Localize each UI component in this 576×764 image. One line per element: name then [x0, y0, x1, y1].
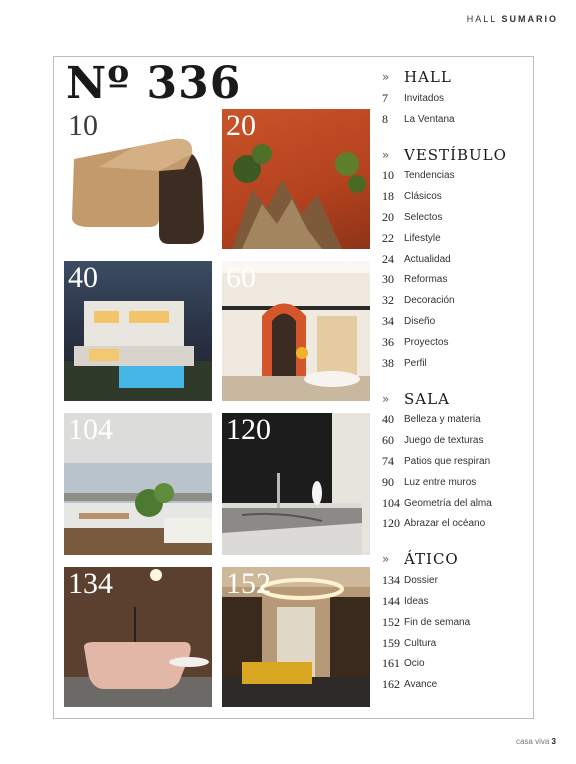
entry-page: 90	[382, 474, 394, 489]
entry-label: Cultura	[404, 637, 437, 649]
toc-entry[interactable]	[382, 654, 532, 675]
double-chevron-icon: »	[382, 147, 390, 162]
entry-page: 120	[382, 516, 400, 531]
tile-number: 120	[226, 413, 271, 446]
entry-page: 159	[382, 635, 400, 650]
entry-label: Ideas	[404, 596, 429, 608]
entry-label: Decoración	[404, 295, 455, 307]
entry-page: 24	[382, 251, 394, 266]
toc-entry[interactable]	[382, 332, 532, 353]
entry-page: 104	[382, 495, 400, 510]
tile-number: 40	[68, 261, 98, 294]
toc-section-atico	[382, 548, 532, 695]
entry-page: 36	[382, 334, 394, 349]
entry-page: 162	[382, 677, 400, 692]
toc-entry[interactable]	[382, 270, 532, 291]
toc-section-vestibulo	[382, 144, 532, 374]
toc-entry[interactable]	[382, 109, 532, 130]
toc-entry[interactable]	[382, 311, 532, 332]
toc-entry[interactable]	[382, 166, 532, 187]
table-of-contents	[382, 66, 532, 709]
footer-page-number: 3	[551, 737, 556, 746]
toc-section-hall	[382, 66, 532, 130]
section-title: HALL	[404, 68, 452, 86]
toc-entry[interactable]	[382, 353, 532, 374]
tile-number: 104	[68, 413, 113, 446]
header-section: HALL	[466, 14, 497, 24]
entry-page: 74	[382, 454, 394, 469]
entry-page: 18	[382, 189, 394, 204]
entry-page: 8	[382, 111, 388, 126]
section-title: VESTÍBULO	[404, 145, 507, 164]
entry-page: 161	[382, 656, 400, 671]
double-chevron-icon: »	[382, 391, 390, 406]
photo-tile-60[interactable]	[222, 261, 370, 401]
toc-entry[interactable]	[382, 633, 532, 654]
toc-entry[interactable]	[382, 290, 532, 311]
entry-label: Juego de texturas	[404, 435, 484, 447]
photo-tile-104[interactable]	[64, 413, 212, 555]
entry-label: Belleza y materia	[404, 414, 481, 426]
toc-entry[interactable]	[382, 570, 532, 591]
toc-entry[interactable]	[382, 493, 532, 514]
toc-entry[interactable]	[382, 228, 532, 249]
entry-page: 144	[382, 594, 400, 609]
toc-entry[interactable]	[382, 249, 532, 270]
tile-number: 10	[68, 109, 98, 142]
section-heading	[382, 388, 532, 410]
issue-number: Nº 336	[66, 58, 242, 109]
header-page: SUMARIO	[501, 14, 558, 24]
section-heading	[382, 144, 532, 166]
entry-page: 22	[382, 230, 394, 245]
toc-entry[interactable]	[382, 591, 532, 612]
toc-section-sala	[382, 388, 532, 535]
entry-label: Geometría del alma	[404, 497, 492, 509]
toc-entry[interactable]	[382, 514, 532, 535]
tile-number: 134	[68, 567, 113, 600]
toc-entry[interactable]	[382, 612, 532, 633]
entry-label: La Ventana	[404, 113, 455, 125]
entry-label: Diseño	[404, 316, 436, 328]
entry-label: Lifestyle	[404, 232, 441, 244]
entry-page: 7	[382, 90, 388, 105]
entry-label: Reformas	[404, 274, 448, 286]
entry-label: Ocio	[404, 658, 425, 670]
entry-label: Proyectos	[404, 336, 449, 348]
entry-page: 32	[382, 293, 394, 308]
entry-label: Fin de semana	[404, 616, 471, 628]
photo-tile-120[interactable]	[222, 413, 370, 555]
toc-entry[interactable]	[382, 472, 532, 493]
entry-label: Abrazar el océano	[404, 518, 486, 530]
toc-entry[interactable]	[382, 430, 532, 451]
photo-tile-134[interactable]	[64, 567, 212, 707]
tile-number: 152	[226, 567, 271, 600]
toc-entry[interactable]	[382, 451, 532, 472]
photo-tile-40[interactable]	[64, 261, 212, 401]
section-title: ÁTICO	[404, 550, 459, 569]
toc-entry[interactable]	[382, 207, 532, 228]
entry-page: 152	[382, 614, 400, 629]
page-footer	[516, 737, 556, 746]
entry-label: Tendencias	[404, 170, 455, 182]
entry-page: 20	[382, 210, 394, 225]
double-chevron-icon: »	[382, 552, 390, 567]
section-heading	[382, 548, 532, 570]
photo-tile-10[interactable]	[64, 109, 212, 249]
entry-page: 40	[382, 412, 394, 427]
section-title: SALA	[404, 389, 450, 408]
entry-label: Luz entre muros	[404, 476, 477, 488]
section-heading	[382, 66, 532, 88]
toc-entry[interactable]	[382, 410, 532, 431]
entry-label: Dossier	[404, 575, 438, 587]
photo-tile-152[interactable]	[222, 567, 370, 707]
entry-page: 34	[382, 314, 394, 329]
entry-label: Selectos	[404, 212, 443, 224]
tile-number: 20	[226, 109, 256, 142]
photo-tile-20[interactable]	[222, 109, 370, 249]
footer-brand: casa viva	[515, 737, 550, 746]
tile-number: 60	[226, 261, 256, 294]
entry-page: 30	[382, 272, 394, 287]
toc-entry[interactable]	[382, 186, 532, 207]
running-header	[467, 14, 558, 24]
entry-page: 60	[382, 433, 394, 448]
entry-label: Actualidad	[404, 253, 451, 265]
entry-label: Patios que respiran	[404, 456, 491, 468]
toc-entry[interactable]	[382, 88, 532, 109]
entry-page: 134	[382, 573, 400, 588]
entry-label: Clásicos	[404, 191, 442, 203]
entry-page: 10	[382, 168, 394, 183]
entry-label: Perfil	[404, 357, 427, 369]
toc-entry[interactable]	[382, 674, 532, 695]
double-chevron-icon: »	[382, 70, 390, 84]
entry-label: Avance	[404, 679, 438, 691]
entry-page: 38	[382, 355, 394, 370]
entry-label: Invitados	[404, 92, 445, 104]
